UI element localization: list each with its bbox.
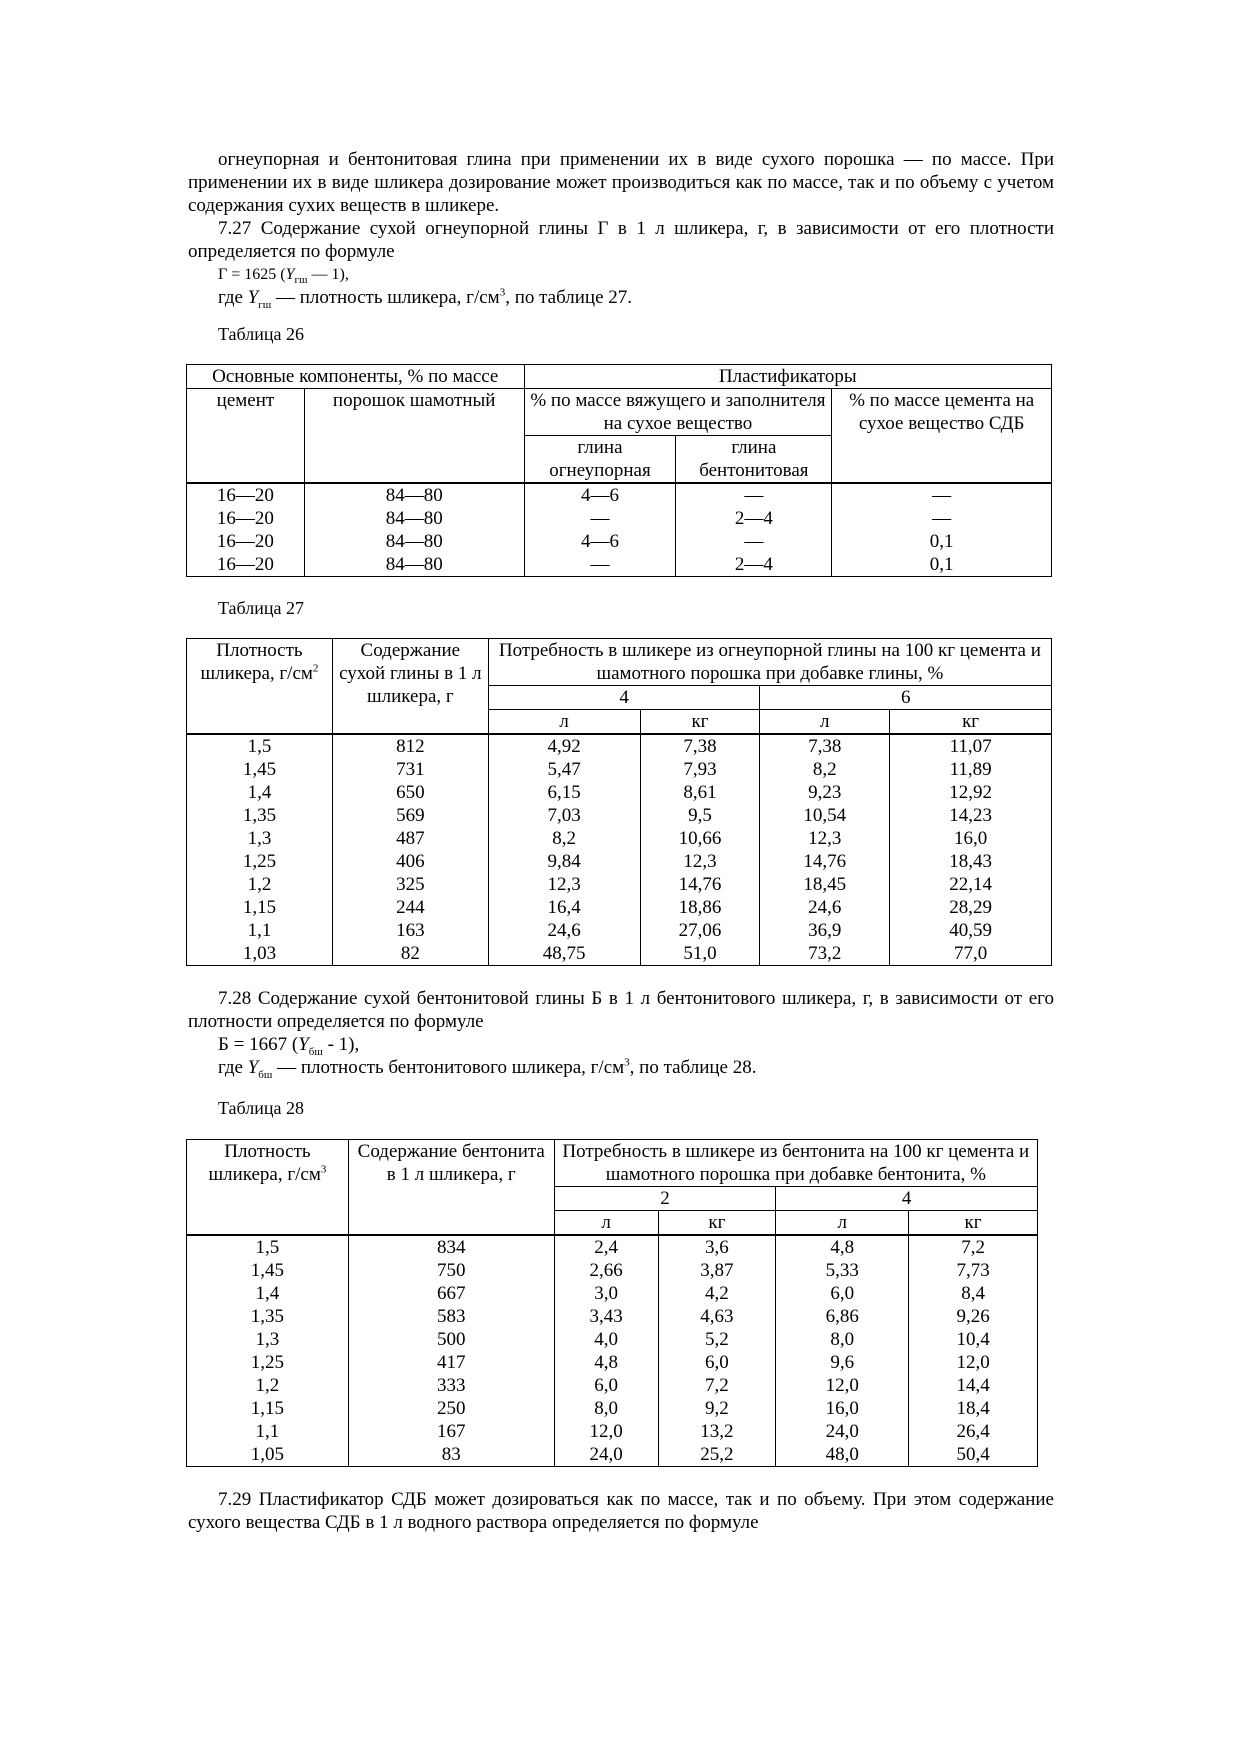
t28-cell: 667 (348, 1282, 554, 1305)
t27-cell: 1,1 (187, 919, 333, 942)
t28-cell: 24,0 (776, 1420, 909, 1443)
table-row (187, 1328, 1038, 1351)
paragraph-7-29: 7.29 Пластификатор СДБ может дозироваться как по массе, так и по объему. При этом содержание сухого вещества СДБ в 1 л водного раствора определяется по формуле (188, 1489, 1054, 1533)
t28-cell: 1,5 (187, 1235, 349, 1259)
t27-cell: 8,2 (488, 827, 640, 850)
t28-cell: 4,2 (658, 1282, 776, 1305)
t28-cell: 417 (348, 1351, 554, 1374)
t27-cell: 82 (332, 942, 488, 966)
t26-cell: — (676, 483, 832, 507)
t27-cell: 51,0 (640, 942, 760, 966)
t28-cell: 1,4 (187, 1282, 349, 1305)
t27-cell: 812 (332, 734, 488, 758)
document-page (188, 148, 1054, 1534)
t28-cell: 1,05 (187, 1443, 349, 1467)
formula-fireclay-legend: где $Y_{гш}$ — плотность шликера, $г/см^3$, по таблице 27. (218, 286, 633, 311)
t27-cell: 4,92 (488, 734, 640, 758)
t28-cell: 13,2 (658, 1420, 776, 1443)
t26-header-main: Основные компоненты, % по массе (187, 365, 525, 389)
table-26 (186, 364, 1052, 577)
t27-header-6: 6 (760, 686, 1052, 710)
t27-cell: 6,15 (488, 781, 640, 804)
t27-cell: 1,4 (187, 781, 333, 804)
paragraph-7-28: 7.28 Содержание сухой бентонитовой глины Б в 1 л бентонитового шликера, г, в зависимости от его плотности определяется по формуле (188, 988, 1054, 1032)
t27-cell: 11,89 (890, 758, 1052, 781)
t27-cell: 325 (332, 873, 488, 896)
t27-body (187, 734, 1052, 966)
t27-cell: 10,66 (640, 827, 760, 850)
t28-cell: 1,25 (187, 1351, 349, 1374)
t28-header-content: Содержание бентонита в 1 л шликера, г (348, 1140, 554, 1236)
t28-header-l: л (776, 1211, 909, 1236)
t28-cell: 5,33 (776, 1259, 909, 1282)
t28-cell: 7,73 (909, 1259, 1038, 1282)
t27-cell: 12,92 (890, 781, 1052, 804)
t28-cell: 18,4 (909, 1397, 1038, 1420)
t26-header-cement: цемент (187, 389, 305, 484)
t27-cell: 1,15 (187, 896, 333, 919)
t28-cell: 8,0 (554, 1397, 658, 1420)
t26-header-fireclay: глина огнеупорная (524, 436, 676, 484)
t27-cell: 244 (332, 896, 488, 919)
t28-cell: 7,2 (658, 1374, 776, 1397)
t28-cell: 1,45 (187, 1259, 349, 1282)
t28-cell: 500 (348, 1328, 554, 1351)
t27-cell: 24,6 (488, 919, 640, 942)
t26-cell: — (832, 507, 1052, 530)
t27-cell: 406 (332, 850, 488, 873)
t28-cell: 3,87 (658, 1259, 776, 1282)
t28-cell: 1,15 (187, 1397, 349, 1420)
t26-header-bentonite: глина бентонитовая (676, 436, 832, 484)
t28-cell: 25,2 (658, 1443, 776, 1467)
table-row (187, 873, 1052, 896)
t26-cell: 2—4 (676, 553, 832, 577)
table-row (187, 1305, 1038, 1328)
table-row (187, 919, 1052, 942)
t27-header-need: Потребность в шликере из огнеупорной глины на 100 кг цемента и шамотного порошка при добавке глины, % (488, 639, 1051, 686)
table-row (187, 1443, 1038, 1467)
t27-cell: 73,2 (760, 942, 890, 966)
t28-header-need: Потребность в шликере из бентонита на 100 кг цемента и шамотного порошка при добавке бентонита, % (554, 1140, 1037, 1187)
t26-cell: — (524, 553, 676, 577)
t27-cell: 7,38 (640, 734, 760, 758)
t28-cell: 1,2 (187, 1374, 349, 1397)
table-row (187, 1374, 1038, 1397)
t28-cell: 750 (348, 1259, 554, 1282)
t26-header-powder: порошок шамотный (304, 389, 524, 484)
t28-cell: 6,0 (776, 1282, 909, 1305)
t27-cell: 18,86 (640, 896, 760, 919)
t27-cell: 9,5 (640, 804, 760, 827)
t28-header-4: 4 (776, 1187, 1038, 1211)
table-row (187, 781, 1052, 804)
t28-cell: 8,4 (909, 1282, 1038, 1305)
table-row (187, 507, 1052, 530)
table-row (187, 553, 1052, 577)
t27-cell: 27,06 (640, 919, 760, 942)
t26-cell: 84—80 (304, 553, 524, 577)
t28-cell: 6,0 (658, 1351, 776, 1374)
table-row (187, 1397, 1038, 1420)
t28-header-kg: кг (909, 1211, 1038, 1236)
t28-cell: 9,26 (909, 1305, 1038, 1328)
t27-cell: 7,03 (488, 804, 640, 827)
table-row (187, 483, 1052, 507)
t27-cell: 18,45 (760, 873, 890, 896)
paragraph-7-27: 7.27 Содержание сухой огнеупорной глины Г в 1 л шликера, г, в зависимости от его плотности определяется по формуле (188, 218, 1054, 262)
t26-header-plasticizers: Пластификаторы (524, 365, 1051, 389)
t26-cell: 0,1 (832, 530, 1052, 553)
t28-cell: 1,1 (187, 1420, 349, 1443)
t27-cell: 48,75 (488, 942, 640, 966)
t26-cell: 4—6 (524, 483, 676, 507)
t26-cell: 16—20 (187, 553, 305, 577)
t26-cell: — (524, 507, 676, 530)
t28-cell: 7,2 (909, 1235, 1038, 1259)
t28-cell: 4,63 (658, 1305, 776, 1328)
formula-fireclay: Г = 1625 ($Y_{гш}$ — 1), (218, 266, 349, 287)
table-row (187, 530, 1052, 553)
table-row (187, 1259, 1038, 1282)
paragraph-dosing: огнеупорная и бентонитовая глина при применении их в виде сухого порошка — по массе. При применении их в виде шликера дозирование может производиться как по массе, так и по объему с учетом содержания сухих веществ в шликере. (188, 149, 1054, 216)
t27-cell: 12,3 (640, 850, 760, 873)
t27-cell: 14,76 (760, 850, 890, 873)
t27-cell: 1,25 (187, 850, 333, 873)
t28-cell: 3,43 (554, 1305, 658, 1328)
table28-caption: Таблица 28 (218, 1098, 304, 1118)
t28-cell: 12,0 (776, 1374, 909, 1397)
t27-cell: 28,29 (890, 896, 1052, 919)
formula-bentonite-legend: где $Y_{бш}$ — плотность бентонитового шликера, $г/см^3$, по таблице 28. (218, 1056, 757, 1081)
t26-header-binder: % по массе вяжущего и заполнителя на сухое вещество (524, 389, 832, 436)
table-28 (186, 1139, 1038, 1467)
t28-cell: 4,8 (776, 1235, 909, 1259)
t27-cell: 731 (332, 758, 488, 781)
t27-cell: 24,6 (760, 896, 890, 919)
formula-bentonite: Б = 1667 $(Y_{бш} - 1)$, (218, 1034, 360, 1058)
table-row (187, 827, 1052, 850)
t26-cell: 84—80 (304, 530, 524, 553)
t26-cell: 2—4 (676, 507, 832, 530)
t27-header-kg: кг (890, 710, 1052, 735)
table-27 (186, 638, 1052, 966)
t28-cell: 6,86 (776, 1305, 909, 1328)
t26-cell: 84—80 (304, 483, 524, 507)
t27-cell: 11,07 (890, 734, 1052, 758)
t27-cell: 10,54 (760, 804, 890, 827)
t27-cell: 12,3 (760, 827, 890, 850)
t27-cell: 487 (332, 827, 488, 850)
t27-cell: 163 (332, 919, 488, 942)
table-row (187, 1282, 1038, 1305)
t28-cell: 12,0 (909, 1351, 1038, 1374)
table27-caption: Таблица 27 (218, 598, 304, 618)
t28-cell: 167 (348, 1420, 554, 1443)
table-row (187, 758, 1052, 781)
t28-cell: 48,0 (776, 1443, 909, 1467)
t27-cell: 16,4 (488, 896, 640, 919)
t28-cell: 2,66 (554, 1259, 658, 1282)
t28-header-2: 2 (554, 1187, 776, 1211)
t28-cell: 1,3 (187, 1328, 349, 1351)
t27-header-4: 4 (488, 686, 760, 710)
table-row (187, 850, 1052, 873)
t26-header-sdb: % по массе цемента на сухое вещество СДБ (832, 389, 1052, 484)
t27-cell: 5,47 (488, 758, 640, 781)
t27-cell: 7,93 (640, 758, 760, 781)
table-row (187, 1420, 1038, 1443)
t27-header-density: Плотность шликера, $г/см^2$ (187, 639, 333, 735)
t27-cell: 8,2 (760, 758, 890, 781)
t26-cell: — (676, 530, 832, 553)
t27-cell: 9,23 (760, 781, 890, 804)
t27-cell: 18,43 (890, 850, 1052, 873)
t26-body (187, 483, 1052, 577)
t28-cell: 24,0 (554, 1443, 658, 1467)
t28-cell: 333 (348, 1374, 554, 1397)
table-row (187, 942, 1052, 966)
t28-cell: 2,4 (554, 1235, 658, 1259)
t27-header-l: л (488, 710, 640, 735)
table-row (187, 804, 1052, 827)
t28-cell: 8,0 (776, 1328, 909, 1351)
t27-header-content: Содержание сухой глины в 1 л шликера, г (332, 639, 488, 735)
t28-cell: 3,6 (658, 1235, 776, 1259)
t28-cell: 4,0 (554, 1328, 658, 1351)
t27-cell: 1,2 (187, 873, 333, 896)
t28-cell: 83 (348, 1443, 554, 1467)
table-row (187, 1351, 1038, 1374)
t28-cell: 16,0 (776, 1397, 909, 1420)
t27-cell: 40,59 (890, 919, 1052, 942)
t27-cell: 1,35 (187, 804, 333, 827)
t27-cell: 569 (332, 804, 488, 827)
t27-cell: 14,76 (640, 873, 760, 896)
t28-cell: 26,4 (909, 1420, 1038, 1443)
t26-cell: 84—80 (304, 507, 524, 530)
t28-cell: 14,4 (909, 1374, 1038, 1397)
t28-cell: 6,0 (554, 1374, 658, 1397)
t27-cell: 650 (332, 781, 488, 804)
t27-cell: 16,0 (890, 827, 1052, 850)
table26-caption: Таблица 26 (218, 324, 304, 344)
t28-cell: 9,2 (658, 1397, 776, 1420)
t28-header-kg: кг (658, 1211, 776, 1236)
t26-cell: 0,1 (832, 553, 1052, 577)
t26-cell: 4—6 (524, 530, 676, 553)
t27-cell: 9,84 (488, 850, 640, 873)
t28-cell: 5,2 (658, 1328, 776, 1351)
t28-cell: 583 (348, 1305, 554, 1328)
t28-body (187, 1235, 1038, 1467)
t28-cell: 3,0 (554, 1282, 658, 1305)
t28-cell: 250 (348, 1397, 554, 1420)
t27-cell: 77,0 (890, 942, 1052, 966)
t28-header-density: Плотность шликера, $г/см^3$ (187, 1140, 349, 1236)
t27-cell: 22,14 (890, 873, 1052, 896)
t27-cell: 12,3 (488, 873, 640, 896)
t28-cell: 4,8 (554, 1351, 658, 1374)
table-row (187, 734, 1052, 758)
t28-cell: 9,6 (776, 1351, 909, 1374)
t26-cell: 16—20 (187, 483, 305, 507)
t27-cell: 1,3 (187, 827, 333, 850)
t26-cell: 16—20 (187, 530, 305, 553)
t27-cell: 14,23 (890, 804, 1052, 827)
t28-cell: 50,4 (909, 1443, 1038, 1467)
table-row (187, 896, 1052, 919)
t27-header-l: л (760, 710, 890, 735)
t27-cell: 1,03 (187, 942, 333, 966)
t27-cell: 7,38 (760, 734, 890, 758)
t28-cell: 12,0 (554, 1420, 658, 1443)
table-row (187, 1235, 1038, 1259)
t27-header-kg: кг (640, 710, 760, 735)
t28-header-l: л (554, 1211, 658, 1236)
t27-cell: 36,9 (760, 919, 890, 942)
t26-cell: — (832, 483, 1052, 507)
t26-cell: 16—20 (187, 507, 305, 530)
t27-cell: 1,45 (187, 758, 333, 781)
t28-cell: 834 (348, 1235, 554, 1259)
t27-cell: 1,5 (187, 734, 333, 758)
t27-cell: 8,61 (640, 781, 760, 804)
t28-cell: 10,4 (909, 1328, 1038, 1351)
t28-cell: 1,35 (187, 1305, 349, 1328)
